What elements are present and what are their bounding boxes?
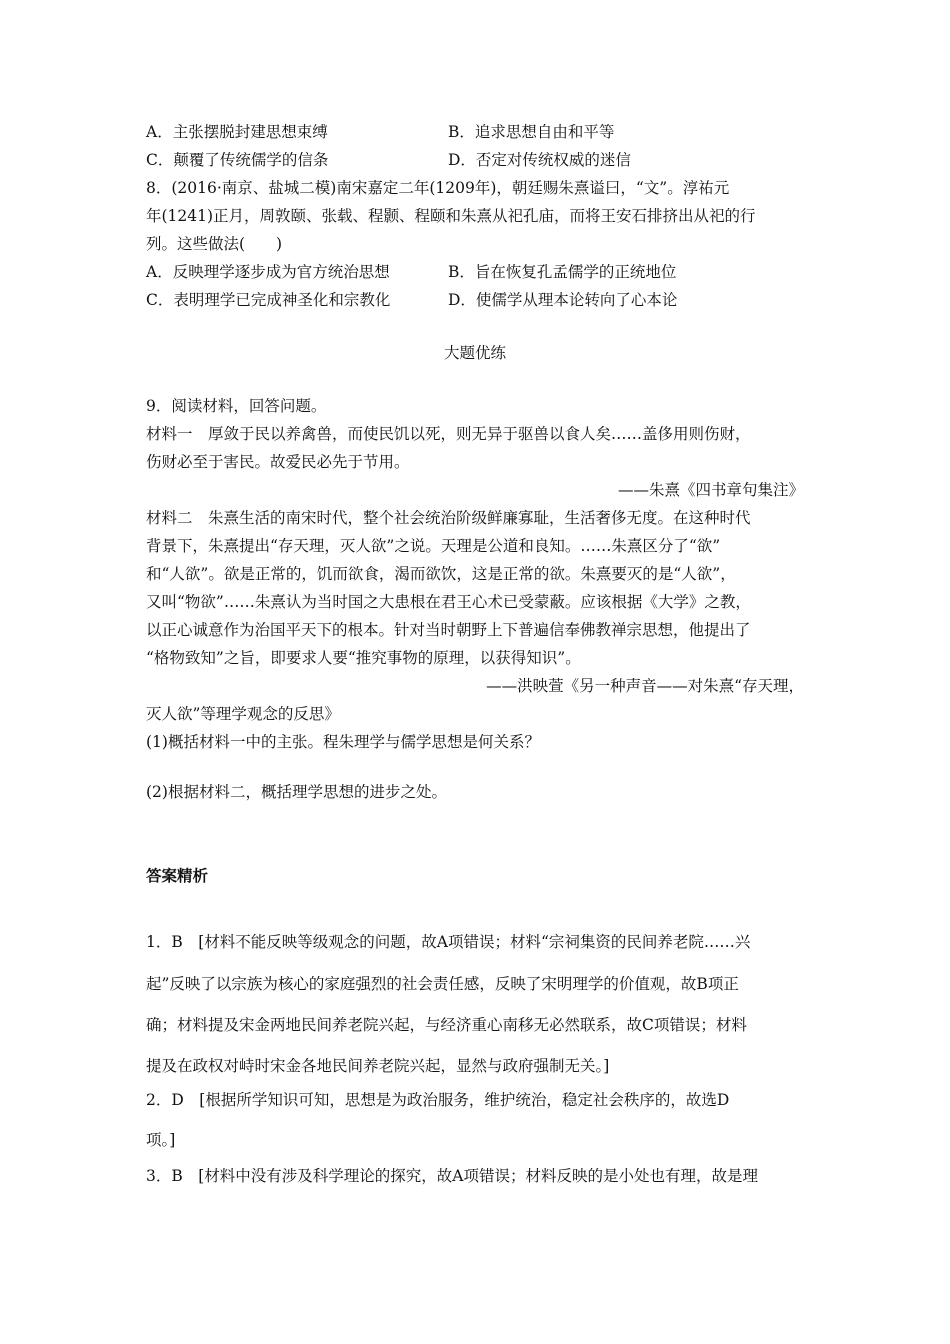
material-one-line: 材料一 厚敛于民以养禽兽，而使民饥以死，则无异于驱兽以食人矣……盖侈用则伤财， (146, 425, 751, 443)
material-two-line: 材料二 朱熹生活的南宋时代，整个社会统治阶级鲜廉寡耻，生活奢侈无度。在这种时代 (146, 509, 751, 527)
material-two-source: ——洪映萱《另一种声音——对朱熹“存天理， (486, 677, 804, 695)
q7-option-c: C．颠覆了传统儒学的信条 (146, 151, 329, 169)
q8-option-c: C．表明理学已完成神圣化和宗教化 (146, 291, 391, 309)
q8-stem-line: 列。这些做法( ) (146, 235, 283, 253)
answer-3-line: 3．B [材料中没有涉及科学理论的探究，故A项错误；材料反映的是小处也有理，故是理 (146, 1167, 758, 1185)
q8-stem-line: 年(1241)正月，周敦颐、张载、程颢、程颐和朱熹从祀孔庙，而将王安石排挤出从祀的行 (146, 207, 756, 225)
q8-option-b: B．旨在恢复孔孟儒学的正统地位 (448, 263, 677, 281)
answer-1-line: 提及在政权对峙时宋金各地民间养老院兴起，显然与政府强制无关。] (146, 1057, 610, 1075)
answer-2-line: 2．D [根据所学知识可知，思想是为政治服务，维护统治，稳定社会秩序的，故选D (146, 1091, 730, 1109)
q8-option-a: A．反映理学逐步成为官方统治思想 (146, 263, 390, 281)
answer-1-line: 1．B [材料不能反映等级观念的问题，故A项错误；材料“宗祠集资的民间养老院……兴 (146, 933, 751, 951)
material-two-source: 灭人欲”等理学观念的反思》 (146, 705, 340, 723)
answer-2-line: 项。] (146, 1131, 176, 1149)
answer-1-line: 确；材料提及宋金两地民间养老院兴起，与经济重心南移无必然联系，故C项错误；材料 (146, 1016, 747, 1034)
answer-1-line: 起”反映了以宗族为核心的家庭强烈的社会责任感，反映了宋明理学的价值观，故B项正 (146, 975, 739, 993)
answers-heading: 答案精析 (146, 866, 209, 885)
q7-option-a: A．主张摆脱封建思想束缚 (146, 123, 328, 141)
q8-option-d: D．使儒学从理本论转向了心本论 (448, 291, 678, 309)
material-one-source: ——朱熹《四书章句集注》 (617, 481, 804, 499)
q9-subquestion-1: (1)概括材料一中的主张。程朱理学与儒学思想是何关系？ (146, 733, 540, 751)
q7-option-d: D．否定对传统权威的迷信 (448, 151, 631, 169)
q9-intro: 9．阅读材料，回答问题。 (146, 397, 327, 415)
material-two-line: “格物致知”之旨，即要求人要“推究事物的原理，以获得知识”。 (146, 649, 581, 667)
material-two-line: 以正心诚意作为治国平天下的根本。针对当时朝野上下普遍信奉佛教禅宗思想，他提出了 (146, 621, 751, 639)
material-two-line: 又叫“物欲”……朱熹认为当时国之大患根在君王心术已受蒙蔽。应该根据《大学》之教， (146, 593, 751, 611)
material-two-line: 背景下，朱熹提出“存天理，灭人欲”之说。天理是公道和良知。……朱熹区分了“欲” (146, 537, 721, 555)
q8-stem-line: 8．(2016·南京、盐城二模)南宋嘉定二年(1209年)，朝廷赐朱熹谥曰，“文”。淳祐元 (146, 179, 730, 197)
material-two-line: 和“人欲”。欲是正常的，饥而欲食，渴而欲饮，这是正常的欲。朱熹要灭的是“人欲”， (146, 565, 736, 583)
q9-subquestion-2: (2)根据材料二，概括理学思想的进步之处。 (146, 783, 447, 801)
section-title: 大题优练 (443, 344, 506, 362)
q7-option-b: B．追求思想自由和平等 (448, 123, 615, 141)
material-one-line: 伤财必至于害民。故爱民必先于节用。 (146, 453, 410, 471)
